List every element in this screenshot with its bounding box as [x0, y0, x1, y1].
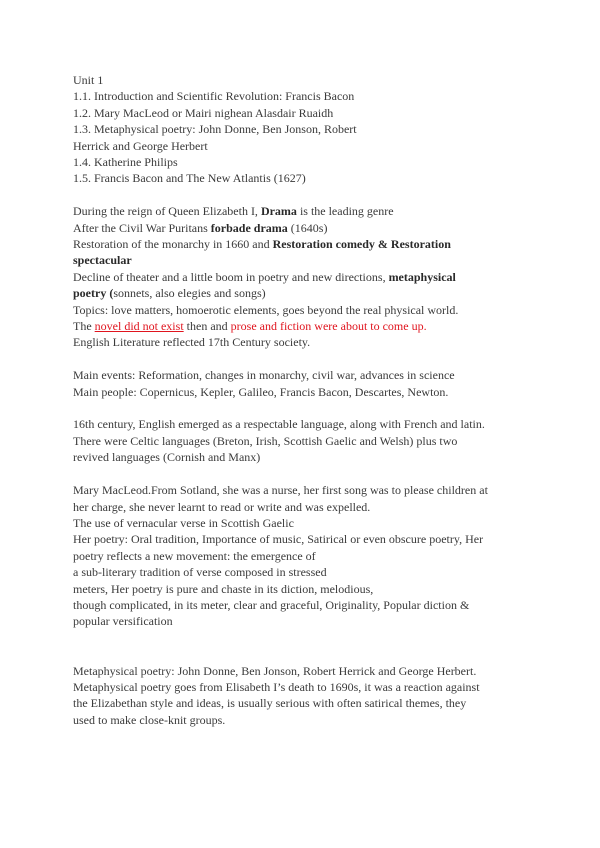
unit-section: [73, 72, 553, 187]
unit-item-3: 1.3. Metaphysical poetry: John Donne, Ben Jonson, Robert: [73, 122, 357, 137]
language-line-3: revived languages (Cornish and Manx): [73, 450, 261, 465]
metaphysical-poetry-term: poetry (: [73, 286, 114, 301]
history-line-1: During the reign of Queen Elizabeth I, Drama is the leading genre: [73, 204, 394, 219]
macleod-line-3: The use of vernacular verse in Scottish Gaelic: [73, 515, 294, 530]
history-line-5: Decline of theater and a little boom in poetry and new directions, metaphysical: [73, 269, 456, 284]
macleod-line-1: Mary MacLeod.From Sotland, she was a nurse, her first song was to please children at: [73, 483, 488, 498]
macleod-line-5: poetry reflects a new movement: the emergence of: [73, 548, 316, 563]
history-line-9: English Literature reflected 17th Century society.: [73, 335, 311, 350]
history-line-4: spectacular: [73, 253, 132, 268]
metaphysical-line-4: used to make close-knit groups.: [73, 712, 226, 727]
unit-title: Unit 1: [73, 73, 104, 87]
novel-highlight: novel did not exist: [94, 319, 184, 334]
macleod-line-6: a sub-literary tradition of verse composed in stressed: [73, 565, 327, 580]
history-line-2: After the Civil War Puritans forbade drama (1640s): [73, 220, 328, 235]
metaphysical-line-2: Metaphysical poetry goes from Elisabeth I’s death to 1690s, it was a reaction against: [73, 679, 480, 694]
history-line-3: Restoration of the monarchy in 1660 and Restoration comedy & Restoration: [73, 237, 451, 252]
document-body: [73, 72, 553, 728]
macleod-line-2: her charge, she never learnt to read or write and was expelled.: [73, 499, 371, 514]
language-line-2: There were Celtic languages (Breton, Irish, Scottish Gaelic and Welsh) plus two: [73, 433, 458, 448]
macleod-line-7: meters, Her poetry is pure and chaste in its diction, melodious,: [73, 581, 374, 596]
drama-term: Drama: [260, 204, 297, 219]
restoration-term: Restoration comedy & Restoration: [272, 237, 451, 252]
unit-item-1: 1.1. Introduction and Scientific Revolution: Francis Bacon: [73, 89, 355, 104]
prose-highlight: prose and fiction were about to come up.: [230, 319, 427, 334]
macleod-line-8: though complicated, in its meter, clear and graceful, Originality, Popular diction &: [73, 597, 470, 612]
unit-item-3-cont: Herrick and George Herbert: [73, 138, 208, 153]
history-line-8: The novel did not exist then and prose and fiction were about to come up.: [73, 319, 427, 334]
events-line-2: Main people: Copernicus, Kepler, Galileo, Francis Bacon, Descartes, Newton.: [73, 384, 449, 399]
metaphysical-line-3: the Elizabethan style and ideas, is usually serious with often satirical themes, they: [73, 696, 467, 711]
language-line-1: 16th century, English emerged as a respectable language, along with French and latin.: [73, 417, 485, 432]
events-section: [73, 367, 553, 400]
metaphysical-section: [73, 663, 553, 729]
forbade-drama-term: forbade drama: [210, 220, 288, 235]
macleod-section: [73, 482, 553, 630]
language-section: [73, 416, 553, 465]
macleod-line-9: popular versification: [73, 614, 173, 629]
history-line-6: poetry (sonnets, also elegies and songs): [73, 286, 266, 301]
unit-item-4: 1.4. Katherine Philips: [73, 155, 178, 170]
metaphysical-line-1: Metaphysical poetry: John Donne, Ben Jonson, Robert Herrick and George Herbert.: [73, 663, 477, 678]
history-line-7: Topics: love matters, homoerotic elements, goes beyond the real physical world.: [73, 302, 459, 317]
unit-item-5: 1.5. Francis Bacon and The New Atlantis (1627): [73, 171, 306, 186]
events-line-1: Main events: Reformation, changes in monarchy, civil war, advances in science: [73, 368, 455, 383]
macleod-line-4: Her poetry: Oral tradition, Importance of music, Satirical or even obscure poetry, Her: [73, 532, 484, 547]
unit-item-2: 1.2. Mary MacLeod or Mairi nighean Alasdair Ruaidh: [73, 105, 334, 120]
history-section: [73, 203, 553, 351]
